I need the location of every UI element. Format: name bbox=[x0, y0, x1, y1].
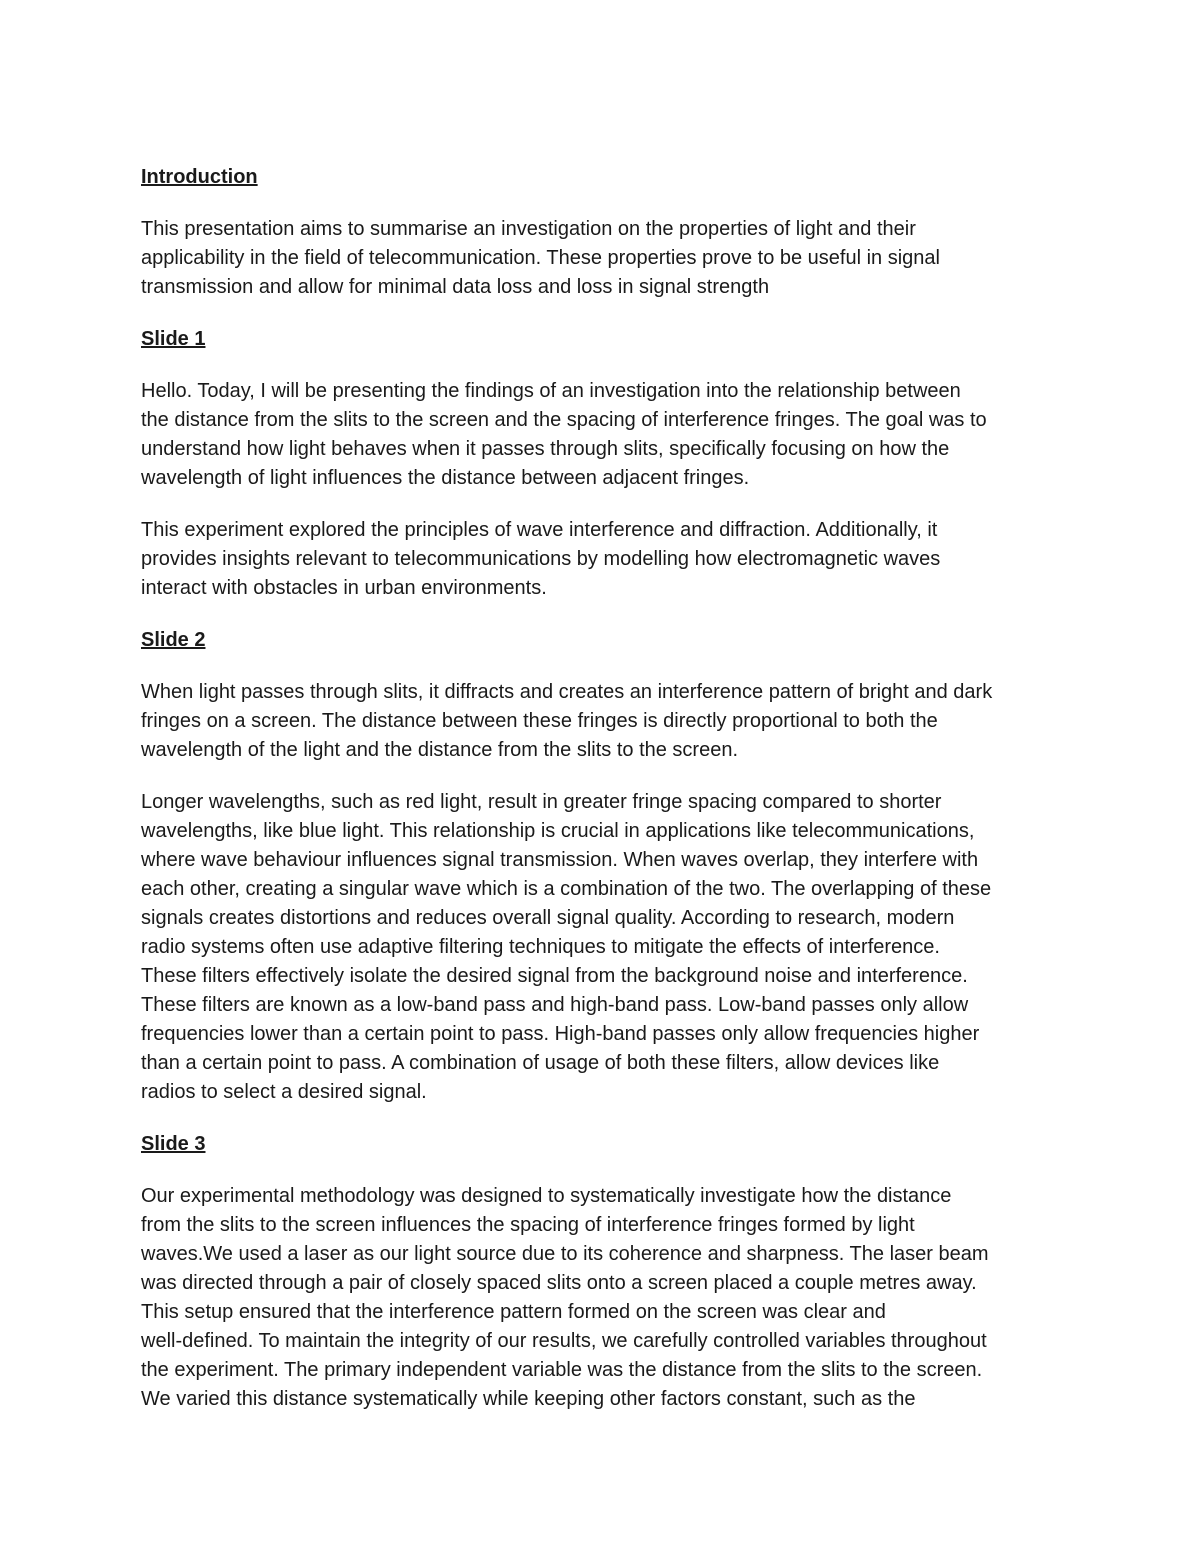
paragraph-line: wavelength of the light and the distance from the slits to the screen. bbox=[141, 739, 739, 761]
paragraph-line: frequencies lower than a certain point to pass. High-band passes only allow frequencies higher bbox=[141, 1023, 980, 1045]
section-heading: Introduction bbox=[141, 166, 258, 188]
paragraph bbox=[141, 516, 1071, 603]
paragraph-line: from the slits to the screen influences the spacing of interference fringes formed by light bbox=[141, 1214, 915, 1236]
paragraph-line: applicability in the field of telecommunication. These properties prove to be useful in signal bbox=[141, 247, 940, 269]
paragraph bbox=[141, 678, 1071, 765]
paragraph-line: signals creates distortions and reduces overall signal quality. According to research, modern bbox=[141, 907, 955, 929]
section-heading: Slide 1 bbox=[141, 328, 206, 350]
paragraph-line: radio systems often use adaptive filtering techniques to mitigate the effects of interference. bbox=[141, 936, 940, 958]
section-heading: Slide 2 bbox=[141, 629, 206, 651]
paragraph bbox=[141, 1182, 1071, 1414]
paragraph-line: each other, creating a singular wave which is a combination of the two. The overlapping of these bbox=[141, 878, 992, 900]
paragraph-line: understand how light behaves when it passes through slits, specifically focusing on how the bbox=[141, 438, 950, 460]
paragraph-line: Longer wavelengths, such as red light, result in greater fringe spacing compared to shorter bbox=[141, 791, 942, 813]
paragraph-line: This experiment explored the principles of wave interference and diffraction. Additionally, it bbox=[141, 519, 938, 541]
paragraph-line: Our experimental methodology was designed to systematically investigate how the distance bbox=[141, 1185, 952, 1207]
paragraph-line: This setup ensured that the interference pattern formed on the screen was clear and bbox=[141, 1301, 886, 1323]
paragraph-line: the experiment. The primary independent variable was the distance from the slits to the screen. bbox=[141, 1359, 983, 1381]
paragraph-line: We varied this distance systematically while keeping other factors constant, such as the bbox=[141, 1388, 916, 1410]
paragraph bbox=[141, 788, 1071, 1107]
paragraph-line: provides insights relevant to telecommunications by modelling how electromagnetic waves bbox=[141, 548, 941, 570]
paragraph-line: was directed through a pair of closely spaced slits onto a screen placed a couple metres away. bbox=[141, 1272, 977, 1294]
paragraph-line: When light passes through slits, it diffracts and creates an interference pattern of bright and dark bbox=[141, 681, 993, 703]
paragraph-line: well-defined. To maintain the integrity of our results, we carefully controlled variables throughout bbox=[141, 1330, 987, 1352]
paragraph-line: These filters effectively isolate the desired signal from the background noise and interference. bbox=[141, 965, 968, 987]
paragraph-line: interact with obstacles in urban environments. bbox=[141, 577, 547, 599]
paragraph-line: the distance from the slits to the screen and the spacing of interference fringes. The goal was to bbox=[141, 409, 987, 431]
paragraph-line: transmission and allow for minimal data loss and loss in signal strength bbox=[141, 276, 770, 298]
paragraph bbox=[141, 377, 1071, 493]
paragraph-line: than a certain point to pass. A combination of usage of both these filters, allow devices like bbox=[141, 1052, 940, 1074]
paragraph-line: radios to select a desired signal. bbox=[141, 1081, 427, 1103]
paragraph-line: This presentation aims to summarise an investigation on the properties of light and their bbox=[141, 218, 916, 240]
section-heading: Slide 3 bbox=[141, 1133, 206, 1155]
paragraph-line: Hello. Today, I will be presenting the findings of an investigation into the relationship between bbox=[141, 380, 961, 402]
paragraph-line: These filters are known as a low-band pass and high-band pass. Low-band passes only allow bbox=[141, 994, 969, 1016]
paragraph-line: where wave behaviour influences signal transmission. When waves overlap, they interfere with bbox=[141, 849, 979, 871]
paragraph-line: wavelength of light influences the distance between adjacent fringes. bbox=[141, 467, 750, 489]
paragraph-line: wavelengths, like blue light. This relationship is crucial in applications like telecommunications, bbox=[141, 820, 975, 842]
document-body bbox=[141, 163, 1071, 1437]
paragraph-line: fringes on a screen. The distance between these fringes is directly proportional to both the bbox=[141, 710, 938, 732]
paragraph-line: waves.We used a laser as our light source due to its coherence and sharpness. The laser beam bbox=[141, 1243, 989, 1265]
paragraph bbox=[141, 215, 1071, 302]
